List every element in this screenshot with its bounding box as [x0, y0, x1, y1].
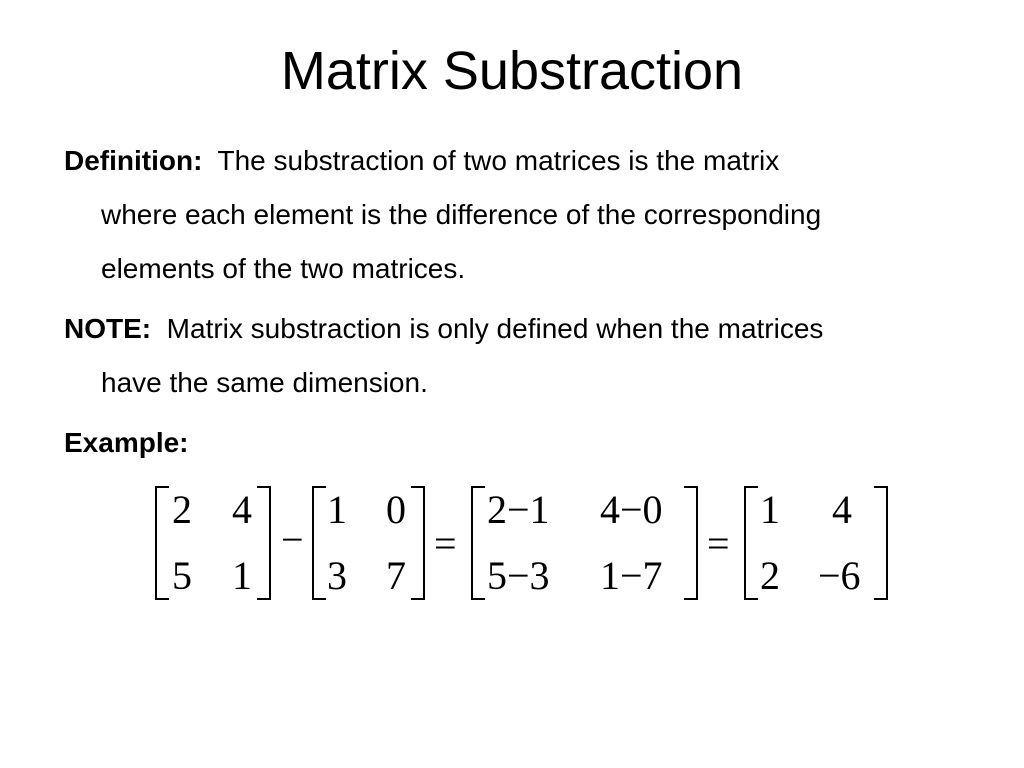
matrix-difference-left-bracket — [471, 486, 485, 600]
note-line-1: Matrix substraction is only defined when the matrices — [166, 313, 824, 344]
matrix-a-cell: 4 — [232, 487, 252, 532]
matrix-result-right-bracket — [874, 486, 888, 600]
matrix-difference-cell: 2−1 — [487, 487, 550, 532]
matrix-difference-right-bracket — [684, 486, 698, 600]
matrix-result-cell: 2 — [760, 553, 780, 598]
matrix-b-right-bracket — [411, 486, 425, 600]
equals-operator-1: = — [434, 521, 457, 566]
example-paragraph — [64, 416, 1004, 470]
matrix-difference-cell: 5−3 — [487, 553, 550, 598]
definition-line-1: The substraction of two matrices is the matrix — [217, 145, 780, 176]
note-paragraph — [64, 302, 1004, 410]
matrix-b-cell: 1 — [327, 487, 347, 532]
matrix-difference-cell: 4−0 — [600, 487, 663, 532]
example-equation — [0, 480, 1024, 604]
matrix-a-cell: 1 — [232, 553, 252, 598]
matrix-b-cell: 7 — [386, 553, 406, 598]
note-label: NOTE: — [64, 313, 152, 344]
matrix-a-left-bracket — [155, 486, 169, 600]
equals-operator-2: = — [707, 521, 730, 566]
note-line-2: have the same dimension. — [101, 367, 428, 398]
example-label: Example: — [64, 427, 189, 458]
matrix-b-left-bracket — [312, 486, 326, 600]
matrix-result-cell: −6 — [818, 553, 861, 598]
definition-line-2: where each element is the difference of the corresponding — [101, 199, 822, 230]
matrix-a-right-bracket — [257, 486, 271, 600]
slide-title: Matrix Substraction — [280, 41, 744, 101]
definition-line-3: elements of the two matrices. — [101, 253, 466, 284]
matrix-b-cell: 3 — [327, 553, 347, 598]
matrix-a-cell: 5 — [172, 553, 192, 598]
matrix-a-cell: 2 — [172, 487, 192, 532]
definition-paragraph — [64, 134, 1004, 296]
matrix-result-left-bracket — [744, 486, 758, 600]
matrix-b-cell: 0 — [386, 487, 406, 532]
matrix-difference-cell: 1−7 — [600, 553, 663, 598]
minus-operator: − — [281, 517, 304, 562]
matrix-result-cell: 1 — [760, 487, 780, 532]
matrix-result-cell: 4 — [832, 487, 852, 532]
definition-label: Definition: — [64, 145, 203, 176]
